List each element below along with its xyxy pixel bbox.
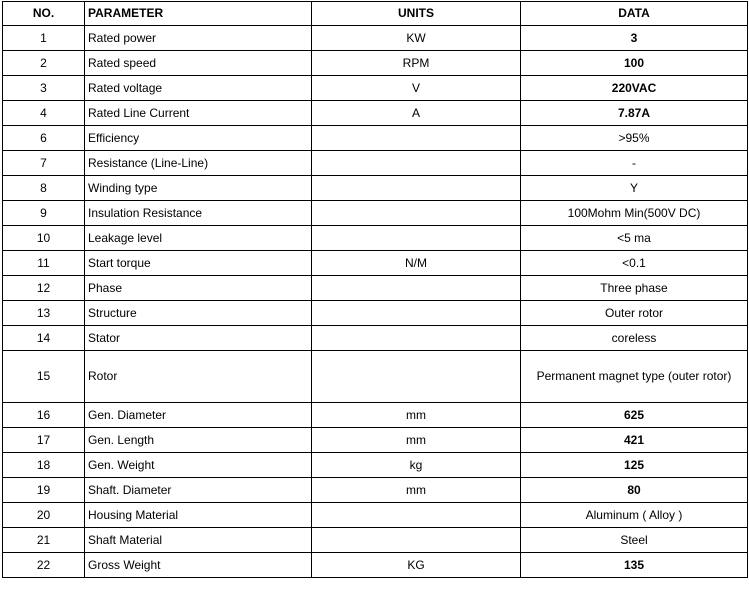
data-cell: Aluminum ( Alloy ): [521, 503, 748, 528]
table-row: [3, 351, 748, 403]
data-cell: 220VAC: [521, 76, 748, 101]
data-cell: 7.87A: [521, 101, 748, 126]
units-cell: A: [312, 101, 521, 126]
parameter-cell: Rated voltage: [85, 76, 312, 101]
table-row: [3, 453, 748, 478]
units-cell: [312, 201, 521, 226]
header-data: DATA: [521, 2, 748, 26]
header-parameter: PARAMETER: [85, 2, 312, 26]
parameter-cell: Housing Material: [85, 503, 312, 528]
units-cell: [312, 326, 521, 351]
data-cell: Three phase: [521, 276, 748, 301]
units-cell: mm: [312, 478, 521, 503]
parameter-cell: Rated power: [85, 26, 312, 51]
parameter-cell: Resistance (Line-Line): [85, 151, 312, 176]
parameter-cell: Insulation Resistance: [85, 201, 312, 226]
data-cell: 125: [521, 453, 748, 478]
parameter-cell: Gross Weight: [85, 553, 312, 578]
table-row: [3, 126, 748, 151]
row-number: 9: [3, 201, 85, 226]
header-units: UNITS: [312, 2, 521, 26]
row-number: 13: [3, 301, 85, 326]
data-cell: 100Mohm Min(500V DC): [521, 201, 748, 226]
data-cell: 421: [521, 428, 748, 453]
parameter-cell: Rated Line Current: [85, 101, 312, 126]
data-cell: Permanent magnet type (outer rotor): [521, 351, 748, 403]
parameter-cell: Leakage level: [85, 226, 312, 251]
table-row: [3, 201, 748, 226]
spec-table: [2, 1, 748, 578]
row-number: 19: [3, 478, 85, 503]
row-number: 16: [3, 403, 85, 428]
row-number: 12: [3, 276, 85, 301]
row-number: 1: [3, 26, 85, 51]
table-row: [3, 528, 748, 553]
table-row: [3, 101, 748, 126]
table-row: [3, 76, 748, 101]
data-cell: Outer rotor: [521, 301, 748, 326]
units-cell: RPM: [312, 51, 521, 76]
parameter-cell: Shaft Material: [85, 528, 312, 553]
units-cell: [312, 528, 521, 553]
parameter-cell: Gen. Diameter: [85, 403, 312, 428]
units-cell: N/M: [312, 251, 521, 276]
data-cell: coreless: [521, 326, 748, 351]
table-row: [3, 478, 748, 503]
data-cell: -: [521, 151, 748, 176]
units-cell: mm: [312, 428, 521, 453]
table-row: [3, 26, 748, 51]
row-number: 3: [3, 76, 85, 101]
row-number: 6: [3, 126, 85, 151]
row-number: 22: [3, 553, 85, 578]
parameter-cell: Gen. Weight: [85, 453, 312, 478]
units-cell: [312, 151, 521, 176]
units-cell: [312, 176, 521, 201]
table-row: [3, 151, 748, 176]
row-number: 15: [3, 351, 85, 403]
row-number: 17: [3, 428, 85, 453]
row-number: 4: [3, 101, 85, 126]
units-cell: mm: [312, 403, 521, 428]
parameter-cell: Gen. Length: [85, 428, 312, 453]
table-row: [3, 251, 748, 276]
table-row: [3, 403, 748, 428]
units-cell: V: [312, 76, 521, 101]
units-cell: [312, 276, 521, 301]
table-row: [3, 176, 748, 201]
table-row: [3, 428, 748, 453]
data-cell: <0.1: [521, 251, 748, 276]
units-cell: [312, 351, 521, 403]
parameter-cell: Structure: [85, 301, 312, 326]
data-cell: 135: [521, 553, 748, 578]
parameter-cell: Phase: [85, 276, 312, 301]
parameter-cell: Rated speed: [85, 51, 312, 76]
table-body: [3, 26, 748, 578]
data-cell: 100: [521, 51, 748, 76]
header-no: NO.: [3, 2, 85, 26]
data-cell: >95%: [521, 126, 748, 151]
row-number: 8: [3, 176, 85, 201]
table-row: [3, 326, 748, 351]
row-number: 20: [3, 503, 85, 528]
data-cell: Y: [521, 176, 748, 201]
table-row: [3, 503, 748, 528]
parameter-cell: Stator: [85, 326, 312, 351]
parameter-cell: Start torque: [85, 251, 312, 276]
data-cell: 3: [521, 26, 748, 51]
row-number: 21: [3, 528, 85, 553]
data-cell: 625: [521, 403, 748, 428]
parameter-cell: Winding type: [85, 176, 312, 201]
units-cell: [312, 126, 521, 151]
row-number: 18: [3, 453, 85, 478]
table-row: [3, 51, 748, 76]
parameter-cell: Rotor: [85, 351, 312, 403]
table-row: [3, 553, 748, 578]
row-number: 11: [3, 251, 85, 276]
units-cell: [312, 226, 521, 251]
data-cell: Steel: [521, 528, 748, 553]
units-cell: [312, 503, 521, 528]
data-cell: <5 ma: [521, 226, 748, 251]
row-number: 10: [3, 226, 85, 251]
units-cell: KG: [312, 553, 521, 578]
row-number: 2: [3, 51, 85, 76]
units-cell: kg: [312, 453, 521, 478]
units-cell: KW: [312, 26, 521, 51]
header-row: [3, 2, 748, 26]
table-row: [3, 276, 748, 301]
parameter-cell: Shaft. Diameter: [85, 478, 312, 503]
row-number: 14: [3, 326, 85, 351]
row-number: 7: [3, 151, 85, 176]
parameter-cell: Efficiency: [85, 126, 312, 151]
units-cell: [312, 301, 521, 326]
table-row: [3, 226, 748, 251]
table-row: [3, 301, 748, 326]
data-cell: 80: [521, 478, 748, 503]
